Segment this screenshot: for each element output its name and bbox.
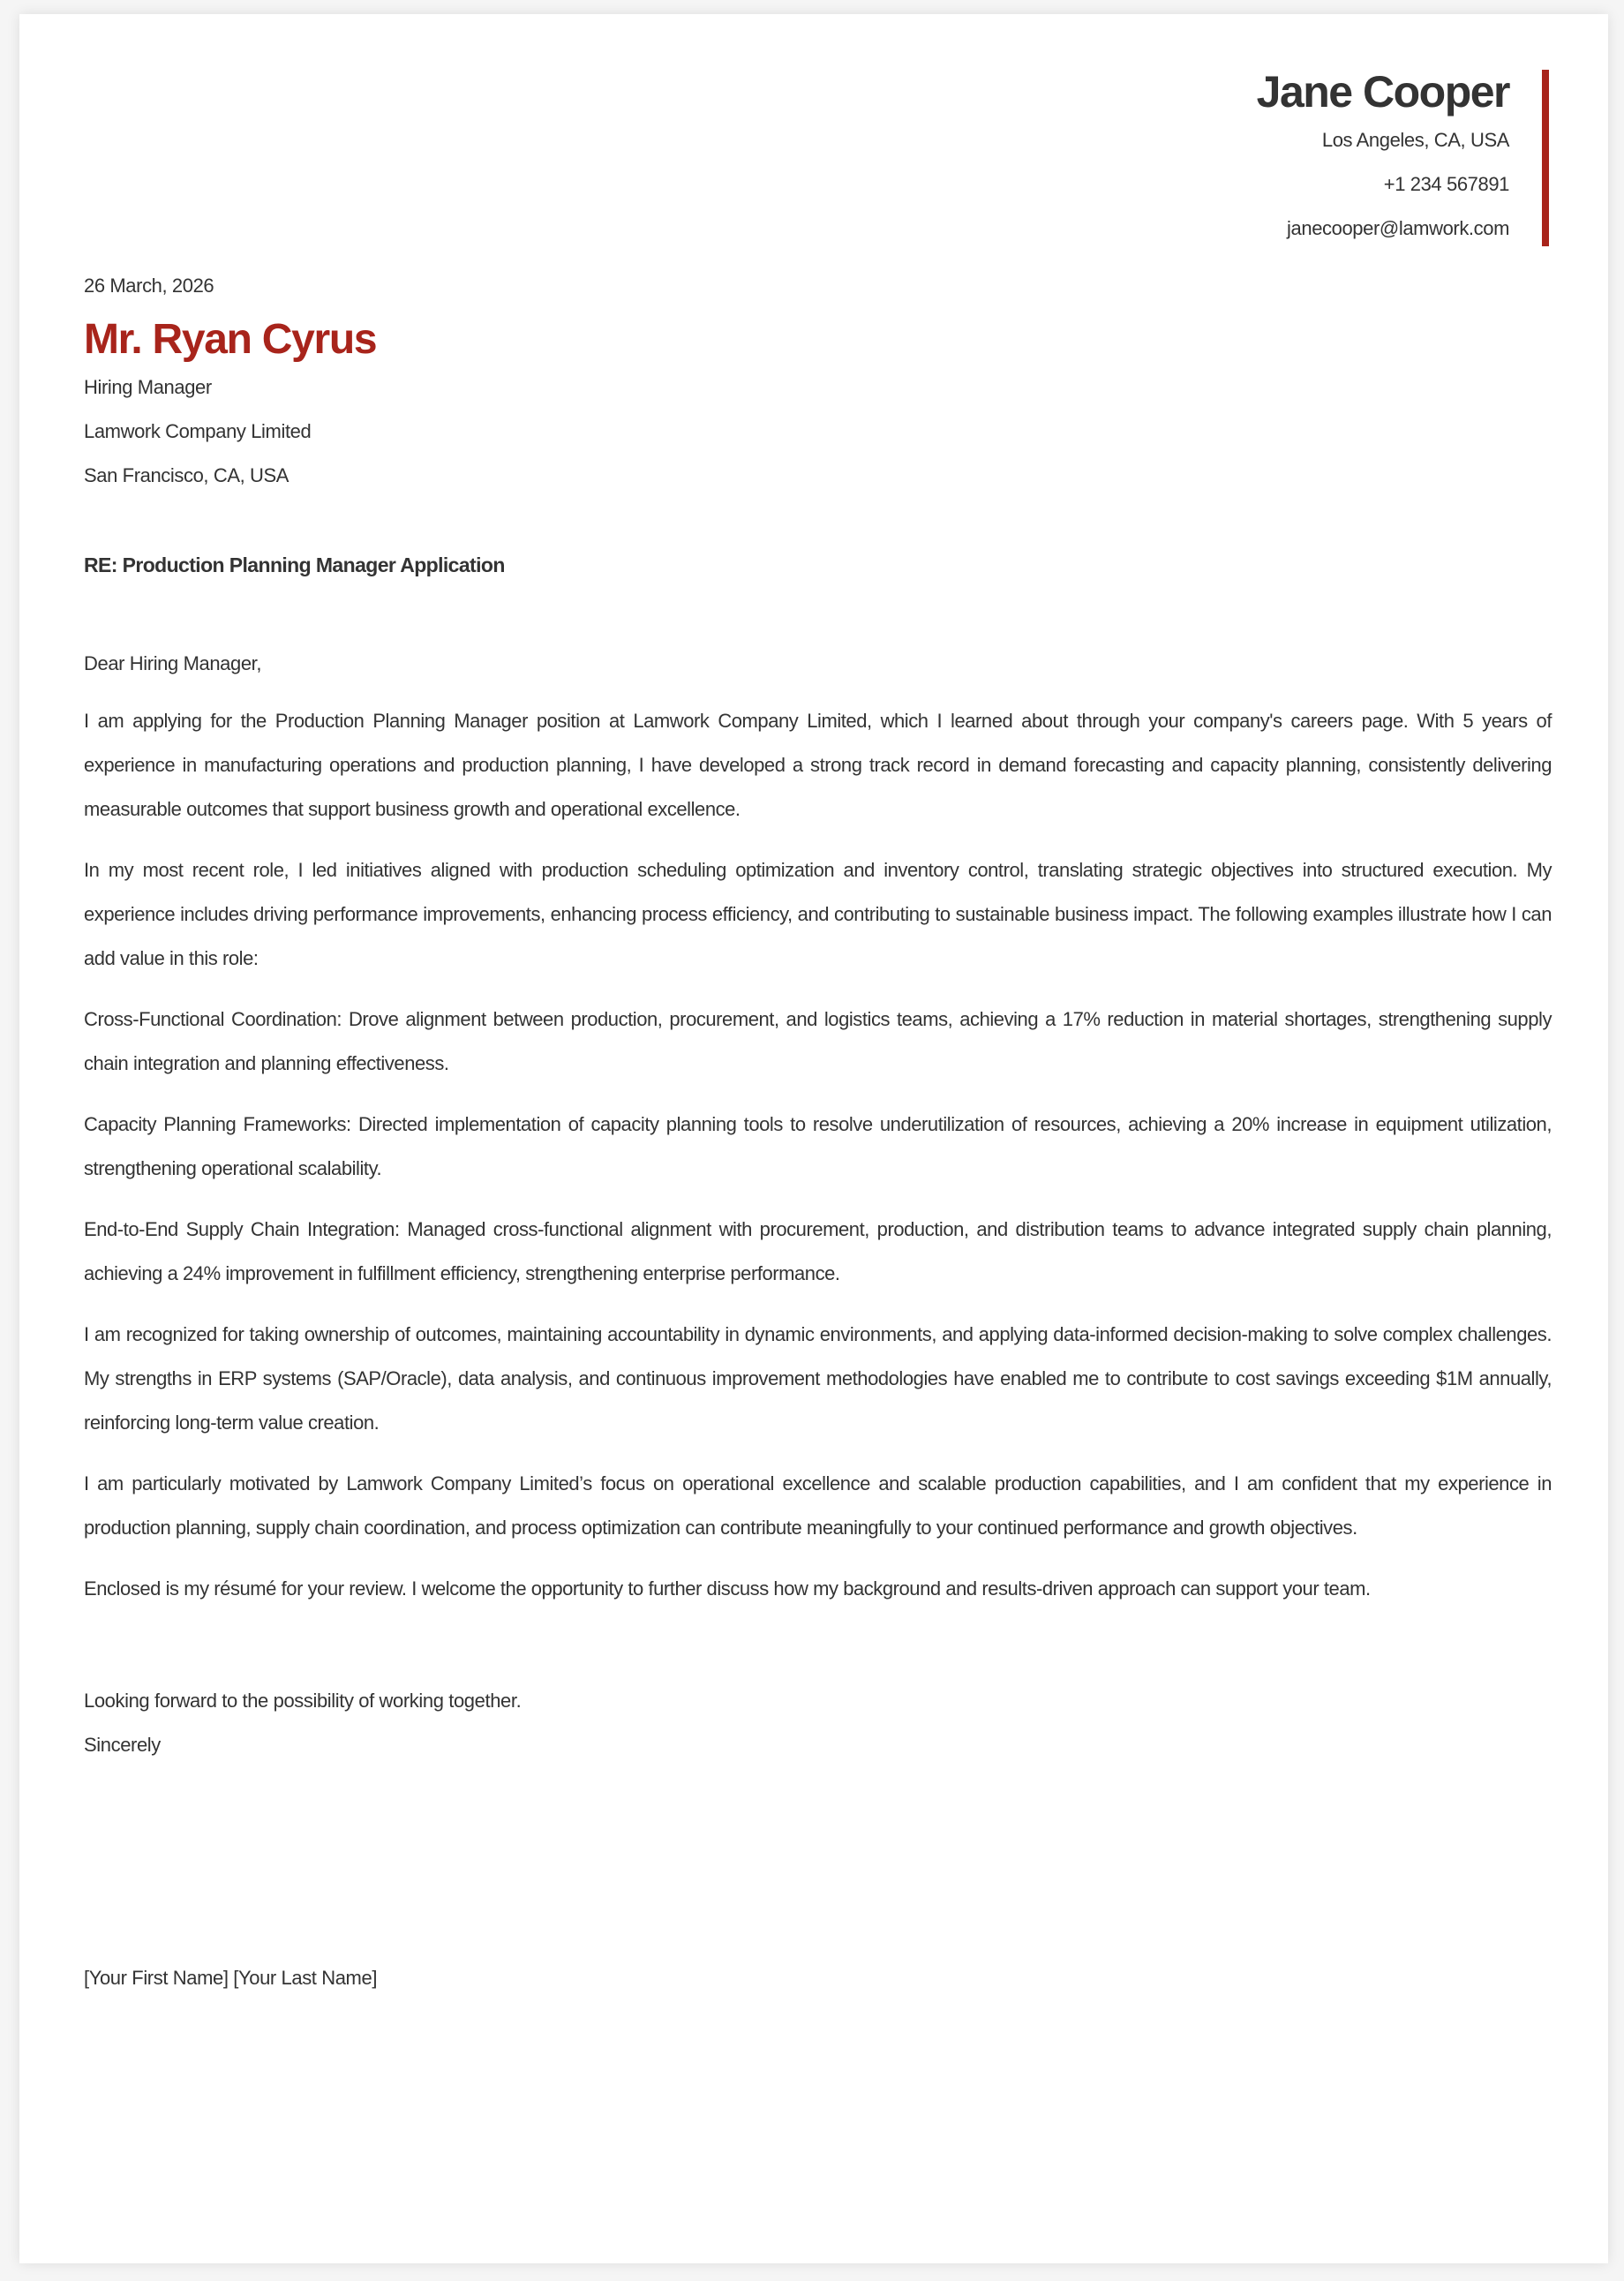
paragraph-cross-functional: Cross-Functional Coordination: Drove alignment between production, procurement, and logistics teams, achieving a 17% reduction in material shortages, strengthening supply chain integration and planning effectiveness. (84, 1008, 1552, 1074)
sender-header (1257, 67, 1509, 251)
letter-body (84, 268, 1552, 2000)
recipient-title: Hiring Manager (84, 376, 212, 398)
recipient-location: San Francisco, CA, USA (84, 464, 289, 486)
paragraph-strengths: I am recognized for taking ownership of outcomes, maintaining accountability in dynamic environments, and applying data-informed decision-making to solve complex challenges. My strengths in ERP systems (SAP/Oracle), data analysis, and continuous improvement methodologies have enabled me to contribute to cost savings exceeding $1M annually, reinforcing long-term value creation. (84, 1323, 1552, 1434)
paragraph-intro: I am applying for the Production Planning Manager position at Lamwork Company Limited, which I learned about through your company's careers page. With 5 years of experience in manufacturing operations and production planning, I have developed a strong track record in demand forecasting and capacity planning, consistently delivering measurable outcomes that support business growth and operational excellence. (84, 710, 1552, 820)
greeting: Dear Hiring Manager, (84, 652, 262, 674)
recipient-name: Mr. Ryan Cyrus (84, 316, 377, 363)
paragraph-motivation: I am particularly motivated by Lamwork Company Limited’s focus on operational excellence and scalable production capabilities, and I am confident that my experience in production planning, supply chain coordination, and process optimization can contribute meaningfully to your continued performance and growth objectives. (84, 1472, 1552, 1539)
sender-location: Los Angeles, CA, USA (1321, 129, 1509, 151)
accent-bar (1542, 70, 1549, 246)
paragraph-supply-chain: End-to-End Supply Chain Integration: Managed cross-functional alignment with procurement, production, and distribution teams to advance integrated supply chain planning, achieving a 24% improvement in fulfillment efficiency, strengthening enterprise performance. (84, 1218, 1552, 1284)
subject-line: RE: Production Planning Manager Application (84, 553, 505, 576)
signoff: Sincerely (84, 1734, 161, 1756)
paragraph-enclosure: Enclosed is my résumé for your review. I welcome the opportunity to further discuss how my background and results-driven approach can support your team. (84, 1577, 1371, 1600)
paragraph-capacity-planning: Capacity Planning Frameworks: Directed implementation of capacity planning tools to resolve underutilization of resources, achieving a 20% increase in equipment utilization, strengthening operational scalability. (84, 1113, 1552, 1179)
paragraph-recent-role: In my most recent role, I led initiatives aligned with production scheduling optimization and inventory control, translating strategic objectives into structured execution. My experience includes driving performance improvements, enhancing process efficiency, and contributing to sustainable business impact. The following examples illustrate how I can add value in this role: (84, 859, 1552, 969)
sender-email: janecooper@lamwork.com (1287, 217, 1509, 239)
letter-page (19, 14, 1608, 2263)
closing-line: Looking forward to the possibility of working together. (84, 1690, 522, 1712)
letter-date: 26 March, 2026 (84, 275, 214, 297)
sender-name: Jane Cooper (1256, 67, 1509, 117)
signature-name: [Your First Name] [Your Last Name] (84, 1967, 378, 1989)
recipient-company: Lamwork Company Limited (84, 420, 312, 442)
sender-phone: +1 234 567891 (1383, 173, 1509, 195)
